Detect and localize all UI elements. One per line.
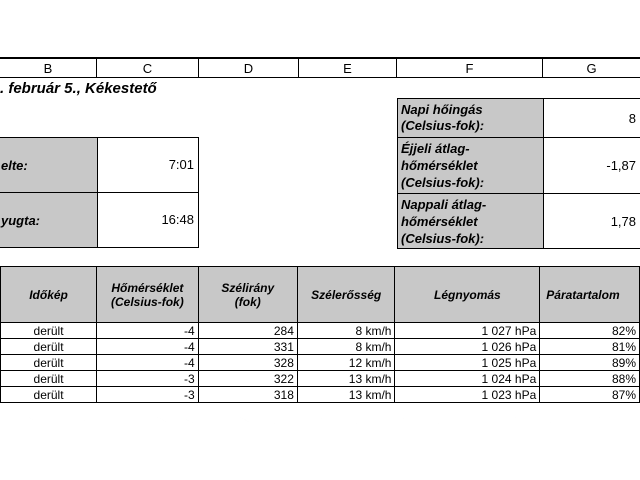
night-avg-label-line: Éjjeli átlag- [401,141,470,156]
cell-szelirany[interactable]: 322 [198,371,297,387]
cell-homerseklet[interactable]: -4 [97,339,199,355]
cell-szelerosseg[interactable]: 8 km/h [297,323,395,339]
cell-szelirany[interactable]: 318 [198,387,297,403]
cell-szelerosseg[interactable]: 8 km/h [297,339,395,355]
table-row [1,355,640,371]
day-avg-label-line: Nappali átlag- [401,197,487,212]
cell-homerseklet[interactable]: -4 [97,323,199,339]
header-legnyomas[interactable]: Légnyomás [395,267,540,323]
cell-szelirany[interactable]: 331 [198,339,297,355]
sunset-label-cell[interactable] [0,192,98,248]
daily-range-value: 8 [628,111,636,126]
daily-range-value-cell[interactable] [543,98,640,138]
cell-idokep[interactable]: derült [1,339,97,355]
cell-szelerosseg[interactable]: 13 km/h [297,371,395,387]
header-idokep[interactable]: Időkép [1,267,97,323]
table-row [1,323,640,339]
table-row [1,339,640,355]
daily-range-label-cell[interactable] [397,98,544,138]
daily-range-label-line: Napi hőingás [401,102,483,117]
night-avg-label-line: hőmérséklet [401,158,478,173]
torn-edge-decoration [0,400,640,480]
header-homerseklet[interactable]: Hőmérséklet (Celsius-fok) [97,267,199,323]
cell-legnyomas[interactable]: 1 025 hPa [395,355,540,371]
weather-data-table [0,266,640,403]
cell-szelerosseg[interactable]: 13 km/h [297,387,395,403]
day-avg-value: 1,78 [610,214,636,229]
column-header-f[interactable]: F [397,58,543,78]
header-szelirany[interactable]: Szélirány (fok) [198,267,297,323]
night-avg-value-cell[interactable] [543,137,640,194]
header-szelerosseg[interactable]: Szélerősség [297,267,395,323]
day-avg-label-line: (Celsius-fok): [401,231,485,246]
night-avg-label-cell[interactable] [397,137,544,194]
cell-idokep[interactable]: derült [1,371,97,387]
column-header-d[interactable]: D [199,58,299,78]
cell-legnyomas[interactable]: 1 023 hPa [395,387,540,403]
cell-paratartalom[interactable]: 87% [540,387,640,403]
sunrise-value: 7:01 [168,157,194,172]
sheet-title: . február 5., Kékestető [0,80,157,97]
sunset-value: 16:48 [161,212,194,227]
cell-idokep[interactable]: derült [1,323,97,339]
cell-paratartalom[interactable]: 88% [540,371,640,387]
header-paratartalom[interactable]: Páratartalom [540,267,640,323]
cell-paratartalom[interactable]: 82% [540,323,640,339]
sunrise-label-cell[interactable] [0,137,98,193]
sunrise-value-cell[interactable] [97,137,199,193]
column-header-c[interactable]: C [97,58,199,78]
cell-legnyomas[interactable]: 1 024 hPa [395,371,540,387]
cell-paratartalom[interactable]: 89% [540,355,640,371]
sunset-label: yugta: [1,213,40,228]
cell-homerseklet[interactable]: -4 [97,355,199,371]
night-avg-value: -1,87 [606,158,636,173]
cell-paratartalom[interactable]: 81% [540,339,640,355]
cell-legnyomas[interactable]: 1 026 hPa [395,339,540,355]
cell-homerseklet[interactable]: -3 [97,387,199,403]
sunrise-label: elte: [1,158,28,173]
cell-szelirany[interactable]: 328 [198,355,297,371]
table-row [1,371,640,387]
column-header-b[interactable]: B [0,58,97,78]
cell-szelerosseg[interactable]: 12 km/h [297,355,395,371]
daily-range-label-line: (Celsius-fok): [401,118,485,133]
cell-szelirany[interactable]: 284 [198,323,297,339]
cell-idokep[interactable]: derült [1,387,97,403]
day-avg-value-cell[interactable] [543,193,640,249]
cell-idokep[interactable]: derült [1,355,97,371]
cell-legnyomas[interactable]: 1 027 hPa [395,323,540,339]
column-header-e[interactable]: E [299,58,397,78]
column-header-g[interactable]: G [543,58,640,78]
day-avg-label-cell[interactable] [397,193,544,249]
day-avg-label-line: hőmérséklet [401,214,478,229]
cell-homerseklet[interactable]: -3 [97,371,199,387]
sunset-value-cell[interactable] [97,192,199,248]
night-avg-label-line: (Celsius-fok): [401,175,485,190]
